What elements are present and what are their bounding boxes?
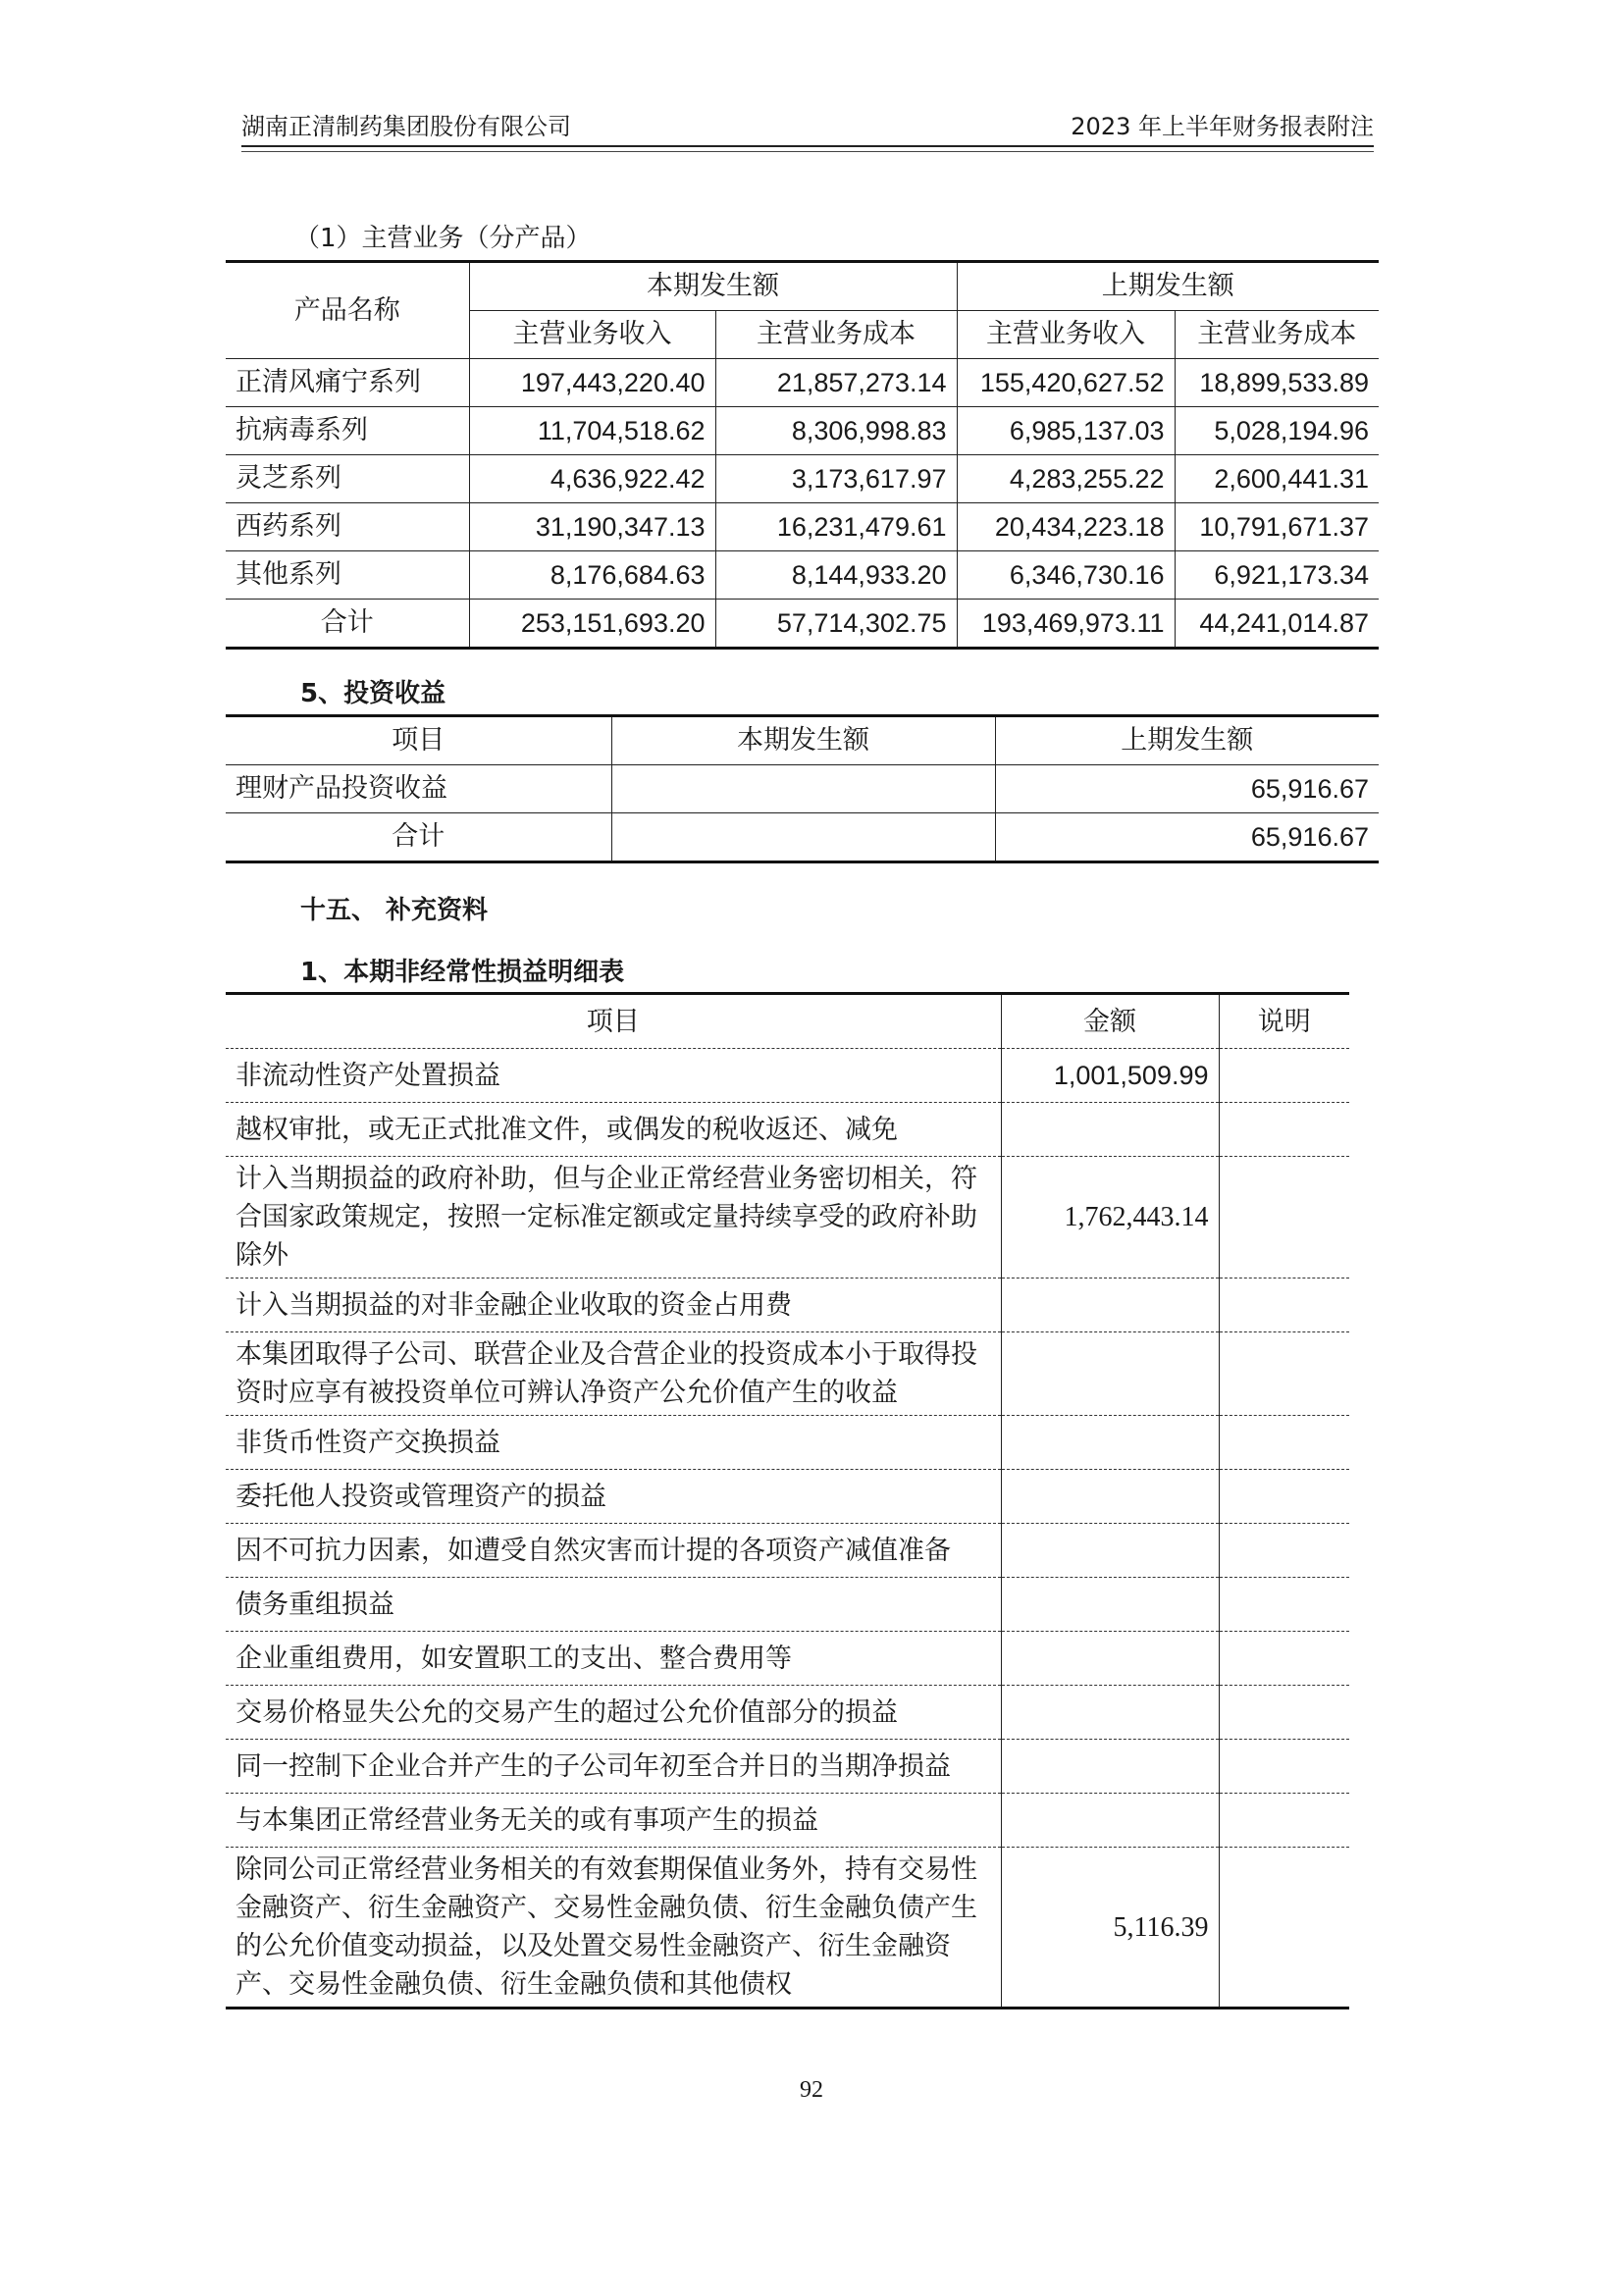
header-rule <box>241 145 1374 147</box>
item-label: 因不可抗力因素，如遭受自然灾害而计提的各项资产减值准备 <box>226 1524 1001 1578</box>
report-title: 2023 年上半年财务报表附注 <box>1071 113 1374 140</box>
table-row <box>226 1278 1349 1332</box>
col-item-header: 项目 <box>226 716 611 765</box>
table-row <box>226 1848 1349 2009</box>
table-row <box>226 455 1379 503</box>
cur-cost: 21,857,273.14 <box>715 359 957 407</box>
item-label: 除同公司正常经营业务相关的有效套期保值业务外，持有交易性金融资产、衍生金融资产、交易性金融负债、衍生金融负债产生的公允价值变动损益，以及处置交易性金融资产、衍生金融资产、交易性金融负债、衍生金融负债和其他债权 <box>226 1848 1001 2009</box>
col-cur-cost-header: 主营业务成本 <box>715 311 957 359</box>
item-label: 企业重组费用，如安置职工的支出、整合费用等 <box>226 1632 1001 1686</box>
amount-value <box>1001 1632 1219 1686</box>
table-row <box>226 1632 1349 1686</box>
col-cur-revenue-header: 主营业务收入 <box>469 311 715 359</box>
investment-caption: 5、投资收益 <box>300 679 446 708</box>
note-value <box>1219 1632 1349 1686</box>
item-label: 越权审批，或无正式批准文件，或偶发的税收返还、减免 <box>226 1103 1001 1157</box>
table-row <box>226 551 1379 600</box>
pri-cost: 2,600,441.31 <box>1175 455 1379 503</box>
pri-cost: 18,899,533.89 <box>1175 359 1379 407</box>
main-business-caption: （1）主营业务（分产品） <box>294 224 592 253</box>
col-product-header: 产品名称 <box>226 262 469 359</box>
main-business-table <box>226 260 1379 650</box>
table-row <box>226 1470 1349 1524</box>
header-rule-thin <box>241 151 1374 152</box>
note-value <box>1219 1686 1349 1740</box>
item-label: 非货币性资产交换损益 <box>226 1416 1001 1470</box>
col-item-header: 项目 <box>226 994 1001 1049</box>
table-row <box>226 407 1379 455</box>
table-header-row <box>226 994 1349 1049</box>
amount-value <box>1001 1578 1219 1632</box>
product-name: 其他系列 <box>226 551 469 600</box>
note-value <box>1219 1332 1349 1416</box>
cur-revenue: 11,704,518.62 <box>469 407 715 455</box>
amount-value <box>1001 1278 1219 1332</box>
table-row <box>226 1157 1349 1278</box>
cur-revenue: 31,190,347.13 <box>469 503 715 551</box>
pri-cost: 5,028,194.96 <box>1175 407 1379 455</box>
table-row <box>226 1578 1349 1632</box>
amount-value: 1,001,509.99 <box>1001 1049 1219 1103</box>
nonrecurring-caption: 1、本期非经常性损益明细表 <box>300 958 625 987</box>
note-value <box>1219 1524 1349 1578</box>
amount-value: 5,116.39 <box>1001 1848 1219 2009</box>
investment-income-table <box>226 714 1379 863</box>
note-value <box>1219 1416 1349 1470</box>
table-header-row <box>226 262 1379 311</box>
amount-value <box>1001 1794 1219 1848</box>
item-label: 非流动性资产处置损益 <box>226 1049 1001 1103</box>
amount-value <box>1001 1332 1219 1416</box>
note-value <box>1219 1049 1349 1103</box>
pri-revenue-total: 193,469,973.11 <box>957 600 1175 649</box>
total-row <box>226 813 1379 862</box>
amount-value <box>1001 1524 1219 1578</box>
item-label: 委托他人投资或管理资产的损益 <box>226 1470 1001 1524</box>
amount-value <box>1001 1416 1219 1470</box>
amount-value: 1,762,443.14 <box>1001 1157 1219 1278</box>
table-row <box>226 1794 1349 1848</box>
note-value <box>1219 1740 1349 1794</box>
item-label: 与本集团正常经营业务无关的或有事项产生的损益 <box>226 1794 1001 1848</box>
item-label: 计入当期损益的政府补助，但与企业正常经营业务密切相关，符合国家政策规定，按照一定标准定额或定量持续享受的政府补助除外 <box>226 1157 1001 1278</box>
note-value <box>1219 1103 1349 1157</box>
nonrecurring-gains-table <box>226 992 1349 2009</box>
table-row <box>226 765 1379 813</box>
product-name: 西药系列 <box>226 503 469 551</box>
item-label: 债务重组损益 <box>226 1578 1001 1632</box>
product-name: 正清风痛宁系列 <box>226 359 469 407</box>
cur-revenue: 4,636,922.42 <box>469 455 715 503</box>
amount-value <box>1001 1740 1219 1794</box>
item-label: 同一控制下企业合并产生的子公司年初至合并日的当期净损益 <box>226 1740 1001 1794</box>
item-label: 计入当期损益的对非金融企业收取的资金占用费 <box>226 1278 1001 1332</box>
table-row <box>226 1686 1349 1740</box>
col-pri-cost-header: 主营业务成本 <box>1175 311 1379 359</box>
item-label: 理财产品投资收益 <box>226 765 611 813</box>
col-note-header: 说明 <box>1219 994 1349 1049</box>
total-row <box>226 600 1379 649</box>
note-value <box>1219 1848 1349 2009</box>
table-row <box>226 1524 1349 1578</box>
cur-cost: 16,231,479.61 <box>715 503 957 551</box>
col-amount-header: 金额 <box>1001 994 1219 1049</box>
prior-total: 65,916.67 <box>995 813 1379 862</box>
amount-value <box>1001 1470 1219 1524</box>
pri-cost-total: 44,241,014.87 <box>1175 600 1379 649</box>
note-value <box>1219 1470 1349 1524</box>
col-prior-header: 上期发生额 <box>995 716 1379 765</box>
company-name: 湖南正清制药集团股份有限公司 <box>241 113 571 140</box>
pri-revenue: 6,985,137.03 <box>957 407 1175 455</box>
product-name: 抗病毒系列 <box>226 407 469 455</box>
table-row <box>226 1049 1349 1103</box>
supplement-heading: 十五、 补充资料 <box>300 896 489 925</box>
amount-value <box>1001 1103 1219 1157</box>
note-value <box>1219 1278 1349 1332</box>
cur-cost: 3,173,617.97 <box>715 455 957 503</box>
item-label: 交易价格显失公允的交易产生的超过公允价值部分的损益 <box>226 1686 1001 1740</box>
product-name: 灵芝系列 <box>226 455 469 503</box>
total-label: 合计 <box>226 813 611 862</box>
col-current-header: 本期发生额 <box>469 262 957 311</box>
table-row <box>226 1740 1349 1794</box>
table-row <box>226 503 1379 551</box>
cur-cost: 8,144,933.20 <box>715 551 957 600</box>
pri-revenue: 4,283,255.22 <box>957 455 1175 503</box>
cur-cost-total: 57,714,302.75 <box>715 600 957 649</box>
note-value <box>1219 1157 1349 1278</box>
pri-revenue: 20,434,223.18 <box>957 503 1175 551</box>
table-row <box>226 1332 1349 1416</box>
col-pri-revenue-header: 主营业务收入 <box>957 311 1175 359</box>
table-row <box>226 359 1379 407</box>
page-number: 92 <box>800 2077 823 2103</box>
pri-cost: 6,921,173.34 <box>1175 551 1379 600</box>
prior-value: 65,916.67 <box>995 765 1379 813</box>
total-label: 合计 <box>226 600 469 649</box>
note-value <box>1219 1578 1349 1632</box>
current-total <box>611 813 995 862</box>
cur-revenue-total: 253,151,693.20 <box>469 600 715 649</box>
pri-revenue: 155,420,627.52 <box>957 359 1175 407</box>
col-current-header: 本期发生额 <box>611 716 995 765</box>
page-header <box>241 110 1374 147</box>
pri-cost: 10,791,671.37 <box>1175 503 1379 551</box>
note-value <box>1219 1794 1349 1848</box>
cur-revenue: 197,443,220.40 <box>469 359 715 407</box>
item-label: 本集团取得子公司、联营企业及合营企业的投资成本小于取得投资时应享有被投资单位可辨认净资产公允价值产生的收益 <box>226 1332 1001 1416</box>
table-row <box>226 1416 1349 1470</box>
table-row <box>226 1103 1349 1157</box>
amount-value <box>1001 1686 1219 1740</box>
table-header-row <box>226 716 1379 765</box>
cur-cost: 8,306,998.83 <box>715 407 957 455</box>
pri-revenue: 6,346,730.16 <box>957 551 1175 600</box>
col-prior-header: 上期发生额 <box>957 262 1379 311</box>
cur-revenue: 8,176,684.63 <box>469 551 715 600</box>
current-value <box>611 765 995 813</box>
